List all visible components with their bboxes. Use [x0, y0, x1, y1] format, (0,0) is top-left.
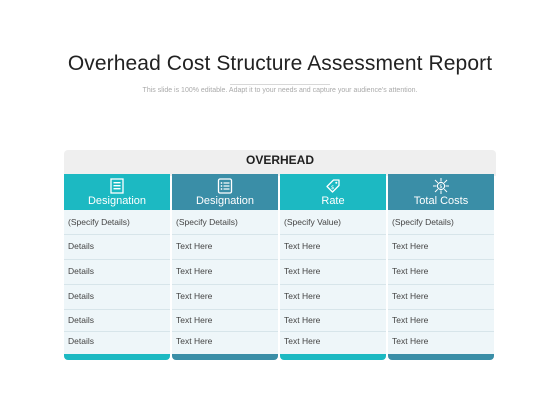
- table-cell: Text Here: [392, 266, 429, 276]
- column-body: [172, 210, 278, 358]
- table-cell: (Specify Value): [284, 217, 342, 227]
- table-cell: Details: [68, 315, 94, 325]
- row-divider: [64, 234, 170, 235]
- table-cell: (Specify Details): [176, 217, 238, 227]
- table-cell: Text Here: [284, 336, 321, 346]
- table-cell: Text Here: [392, 241, 429, 251]
- row-divider: [64, 309, 170, 310]
- row-divider: [388, 309, 494, 310]
- table-cell: Details: [68, 241, 94, 251]
- table-cell: Text Here: [284, 266, 321, 276]
- row-divider: [172, 331, 278, 332]
- table-column-rate: [280, 174, 386, 362]
- overhead-table: [64, 150, 496, 362]
- page-subtitle: This slide is 100% editable. Adapt it to your needs and capture your audience's attention.: [142, 87, 418, 94]
- row-divider: [172, 234, 278, 235]
- column-header: [172, 174, 278, 210]
- table-column-designation-1: [64, 174, 170, 362]
- table-cell: (Specify Details): [68, 217, 130, 227]
- table-cell: Text Here: [284, 241, 321, 251]
- column-footer: [64, 354, 170, 360]
- row-divider: [172, 284, 278, 285]
- column-header: [64, 174, 170, 210]
- column-header: [280, 174, 386, 210]
- row-divider: [388, 284, 494, 285]
- overhead-band: OVERHEAD: [64, 150, 496, 176]
- table-cell: Details: [68, 336, 94, 346]
- column-footer: [172, 354, 278, 360]
- svg-text:$: $: [439, 184, 443, 190]
- row-divider: [64, 259, 170, 260]
- column-body: [280, 210, 386, 358]
- price-tag-icon: [324, 177, 342, 195]
- column-body: [388, 210, 494, 358]
- row-divider: [280, 309, 386, 310]
- row-divider: [388, 234, 494, 235]
- column-header-label: Designation: [195, 195, 255, 207]
- row-divider: [172, 309, 278, 310]
- table-cell: Text Here: [176, 336, 213, 346]
- title-divider: [230, 84, 330, 85]
- column-header: [388, 174, 494, 210]
- table-cell: Text Here: [176, 291, 213, 301]
- table-cell: Text Here: [392, 315, 429, 325]
- table-cell: Text Here: [392, 291, 429, 301]
- page-title: Overhead Cost Structure Assessment Report: [67, 52, 493, 75]
- document-list-icon: [108, 177, 126, 195]
- table-cell: Text Here: [392, 336, 429, 346]
- dollar-network-icon: [432, 177, 450, 195]
- table-cell: Text Here: [176, 241, 213, 251]
- column-body: [64, 210, 170, 358]
- checklist-icon: [216, 177, 234, 195]
- table-cell: Text Here: [284, 291, 321, 301]
- row-divider: [280, 234, 386, 235]
- table-cell: Details: [68, 266, 94, 276]
- row-divider: [172, 259, 278, 260]
- row-divider: [64, 284, 170, 285]
- table-column-total-costs: [388, 174, 494, 362]
- column-header-label: Total Costs: [413, 195, 469, 207]
- column-header-label: Designation: [87, 195, 147, 207]
- column-footer: [280, 354, 386, 360]
- table-cell: Text Here: [176, 315, 213, 325]
- row-divider: [64, 331, 170, 332]
- table-cell: Details: [68, 291, 94, 301]
- table-cell: Text Here: [284, 315, 321, 325]
- column-footer: [388, 354, 494, 360]
- table-cell: (Specify Details): [392, 217, 454, 227]
- table-column-designation-2: [172, 174, 278, 362]
- column-header-label: Rate: [321, 195, 345, 207]
- svg-text:$: $: [330, 184, 335, 191]
- row-divider: [280, 259, 386, 260]
- row-divider: [280, 331, 386, 332]
- table-cell: Text Here: [176, 266, 213, 276]
- row-divider: [280, 284, 386, 285]
- row-divider: [388, 331, 494, 332]
- row-divider: [388, 259, 494, 260]
